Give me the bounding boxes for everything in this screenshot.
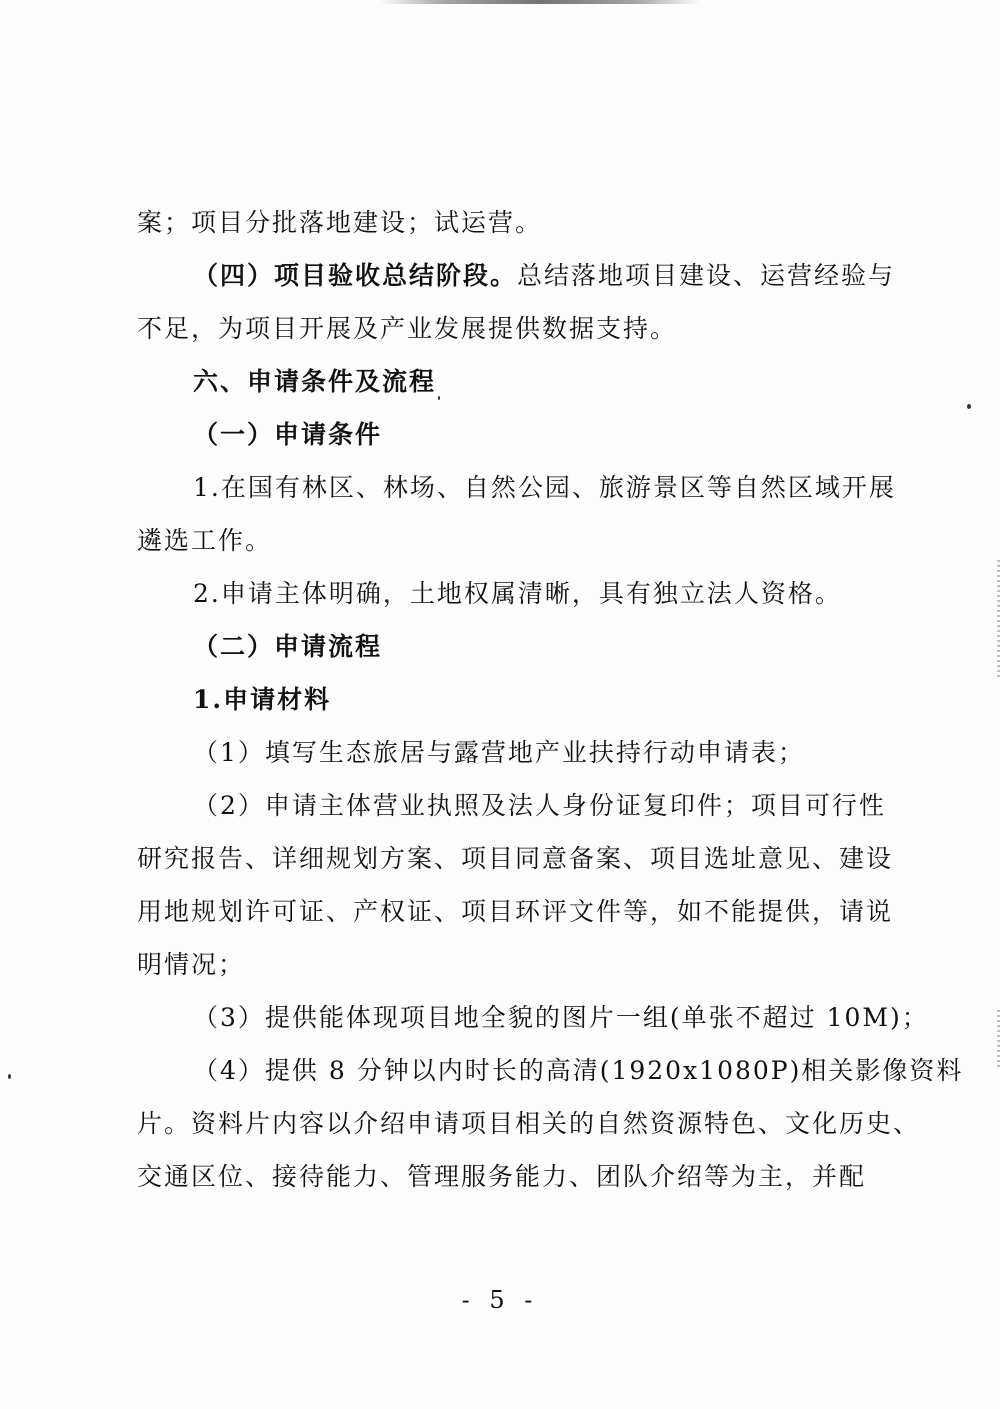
text-line: （4）提供 8 分钟以内时长的高清(1920x1080P)相关影像资料 (193, 1056, 964, 1085)
text-line: 2.申请主体明确，土地权属清晰，具有独立法人资格。 (193, 579, 842, 608)
text-line: 遴选工作。 (137, 526, 273, 555)
subsection-heading: （二）申请流程 (193, 632, 383, 661)
text-run: 总结落地项目建设、运营经验与 (517, 261, 896, 290)
text-line: （2）申请主体营业执照及法人身份证复印件；项目可行性 (193, 791, 886, 820)
text-line: 不足，为项目开展及产业发展提供数据支持。 (137, 314, 678, 343)
text-line: 用地规划许可证、产权证、项目环评文件等，如不能提供，请说 (137, 897, 894, 926)
page-number: - 5 - (461, 1286, 539, 1314)
section-heading: （四）项目验收总结阶段。 (193, 261, 518, 290)
text-line: 明情况； (137, 950, 246, 979)
subsection-heading: （一）申请条件 (193, 420, 383, 449)
section-heading: 六、申请条件及流程 (193, 367, 437, 396)
scan-speck (967, 404, 971, 409)
text-line: 1.在国有林区、林场、自然公园、旅游景区等自然区域开展 (193, 473, 896, 502)
scan-speck (8, 1074, 11, 1079)
text-line: 交通区位、接待能力、管理服务能力、团队介绍等为主，并配 (137, 1162, 867, 1191)
text-line: （3）提供能体现项目地全貌的图片一组(单张不超过 10M)； (193, 1003, 929, 1032)
scan-top-edge (380, 0, 700, 4)
text-line: 案；项目分批落地建设；试运营。 (137, 208, 543, 237)
item-heading: 1.申请材料 (193, 685, 332, 714)
body-text (137, 196, 964, 1203)
text-line: 片。资料片内容以介绍申请项目相关的自然资源特色、文化历史、 (137, 1109, 921, 1138)
text-line: 研究报告、详细规划方案、项目同意备案、项目选址意见、建设 (137, 844, 894, 873)
text-line: （1）填写生态旅居与露营地产业扶持行动申请表； (193, 738, 805, 767)
text-line (137, 249, 896, 302)
